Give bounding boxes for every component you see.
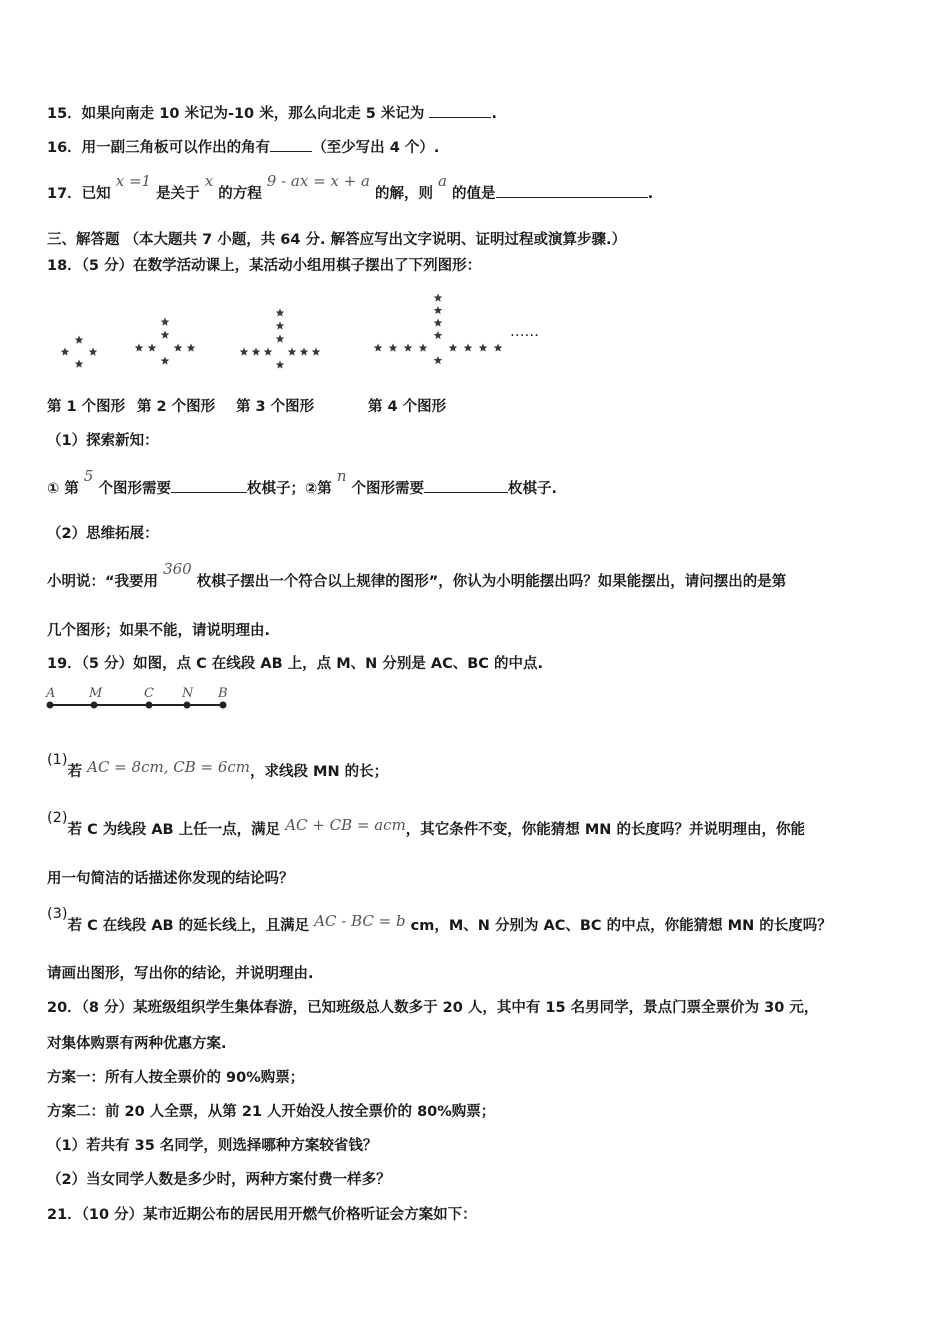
q17-text-c: 的方程 — [213, 186, 267, 202]
q18-part2-line-2: 几个图形；如果不能，请说明理由. — [47, 623, 271, 639]
q18-p2-math-360: 360 — [163, 560, 192, 578]
q20-question-1: （1）若共有 35 名同学，则选择哪种方案较省钱？ — [47, 1138, 378, 1154]
q18-part1-heading: （1）探索新知： — [47, 433, 159, 449]
q20-plan-1: 方案一：所有人按全票价的 90%购票； — [47, 1070, 305, 1086]
label-n: N — [182, 686, 194, 701]
q19-intro: 19．（5 分）如图，点 C 在线段 AB 上，点 M、N 分别是 AC、BC 的中点. — [47, 656, 543, 672]
q18-p1-text-a: ① 第 — [47, 481, 84, 497]
q18-caption-3: 第 3 个图形 — [236, 399, 315, 415]
q19-sub3-text-b: cm，M、N 分别为 AC、BC 的中点，你能猜想 MN 的长度吗？ — [405, 918, 832, 934]
q19-sub1-math: AC = 8cm, CB = 6cm — [87, 758, 250, 776]
q17-math-equation: 9 - ax = x + a — [266, 172, 370, 190]
label-a: A — [46, 686, 56, 701]
q17-math-x: x — [204, 172, 214, 190]
label-m: M — [89, 686, 103, 701]
q17-text-d: 的解，则 — [369, 186, 439, 202]
q19-sub1-number: (1) — [47, 752, 68, 768]
q16-end: （至少写出 4 个）. — [312, 140, 440, 156]
label-b: B — [218, 686, 228, 701]
q19-sub3-math: AC - BC = b — [314, 912, 406, 930]
section-3-heading: 三、解答题 （本大题共 7 小题，共 64 分. 解答应写出文字说明、证明过程或演算步骤.） — [47, 232, 627, 248]
q19-sub2-line-2: 用一句简洁的话描述你发现的结论吗？ — [47, 871, 294, 887]
q19-sub2-text-a: 若 C 为线段 AB 上任一点，满足 — [67, 822, 286, 838]
q19-sub1-text-b: ，求线段 MN 的长； — [250, 764, 389, 780]
q20-line-2: 对集体购票有两种优惠方案. — [47, 1036, 227, 1052]
q21-intro: 21．（10 分）某市近期公布的居民用开燃气价格听证会方案如下： — [47, 1207, 477, 1223]
q19-sub3-line-2: 请画出图形，写出你的结论，并说明理由. — [47, 966, 314, 982]
q19-sub3-number: (3) — [47, 906, 68, 922]
q17-math-x-eq-1: x =1 — [115, 172, 152, 190]
q19-sub1-text-a: 若 — [67, 764, 88, 780]
q20-plan-2: 方案二：前 20 人全票，从第 21 人开始没人按全票价的 80%购票； — [47, 1104, 496, 1120]
q18-part2-heading: （2）思维拓展： — [47, 526, 159, 542]
q19-sub2-math: AC + CB = acm — [285, 816, 406, 834]
q18-ellipsis: …… — [510, 324, 539, 340]
q18-intro: 18．（5 分）在数学活动课上，某活动小组用棋子摆出了下列图形： — [47, 258, 482, 274]
q17-text-b: 是关于 — [151, 186, 205, 202]
q20-line-1: 20．（8 分）某班级组织学生集体春游，已知班级总人数多于 20 人，其中有 15 名男同学，景点门票全票价为 30 元， — [47, 1000, 819, 1016]
q19-sub3-line-1 — [47, 906, 832, 936]
q17-end: . — [647, 186, 654, 202]
q18-p1-text-e: 枚棋子. — [508, 481, 558, 497]
q18-p1-text-b: 个图形需要 — [93, 481, 171, 497]
q19-sub2-text-b: ，其它条件不变，你能猜想 MN 的长度吗？并说明理由，你能 — [405, 822, 805, 838]
q15-end: . — [491, 106, 497, 122]
q17-text-a: 17．已知 — [47, 186, 116, 202]
label-c: C — [144, 686, 154, 701]
q18-p1-math-5: 5 — [83, 467, 94, 485]
q18-caption-4: 第 4 个图形 — [368, 399, 447, 415]
q19-sub2-number: (2) — [47, 810, 68, 826]
q17-text-e: 的值是 — [447, 186, 496, 202]
q18-p1-math-n: n — [336, 467, 347, 485]
q18-p2-text-b: 枚棋子摆出一个符合以上规律的图形”，你认为小明能摆出吗？如果能摆出，请问摆出的是第 — [191, 574, 787, 590]
q20-question-2: （2）当女同学人数是多少时，两种方案付费一样多？ — [47, 1172, 391, 1188]
q18-p1-text-c: 枚棋子；②第 — [246, 481, 337, 497]
q17-math-a: a — [438, 172, 447, 190]
q18-p2-text-a: 小明说：“我要用 — [47, 574, 164, 590]
q18-caption-1: 第 1 个图形 — [47, 399, 126, 415]
q18-caption-2: 第 2 个图形 — [137, 399, 216, 415]
q19-sub1 — [47, 752, 389, 782]
q19-sub2-line-1 — [47, 810, 805, 840]
q19-sub3-text-a: 若 C 在线段 AB 的延长线上，且满足 — [67, 918, 315, 934]
q18-p1-text-d: 个图形需要 — [346, 481, 425, 497]
q15-text: 15．如果向南走 10 米记为-10 米，那么向北走 5 米记为 — [47, 106, 430, 122]
q16-text: 16．用一副三角板可以作出的角有 — [47, 140, 271, 156]
